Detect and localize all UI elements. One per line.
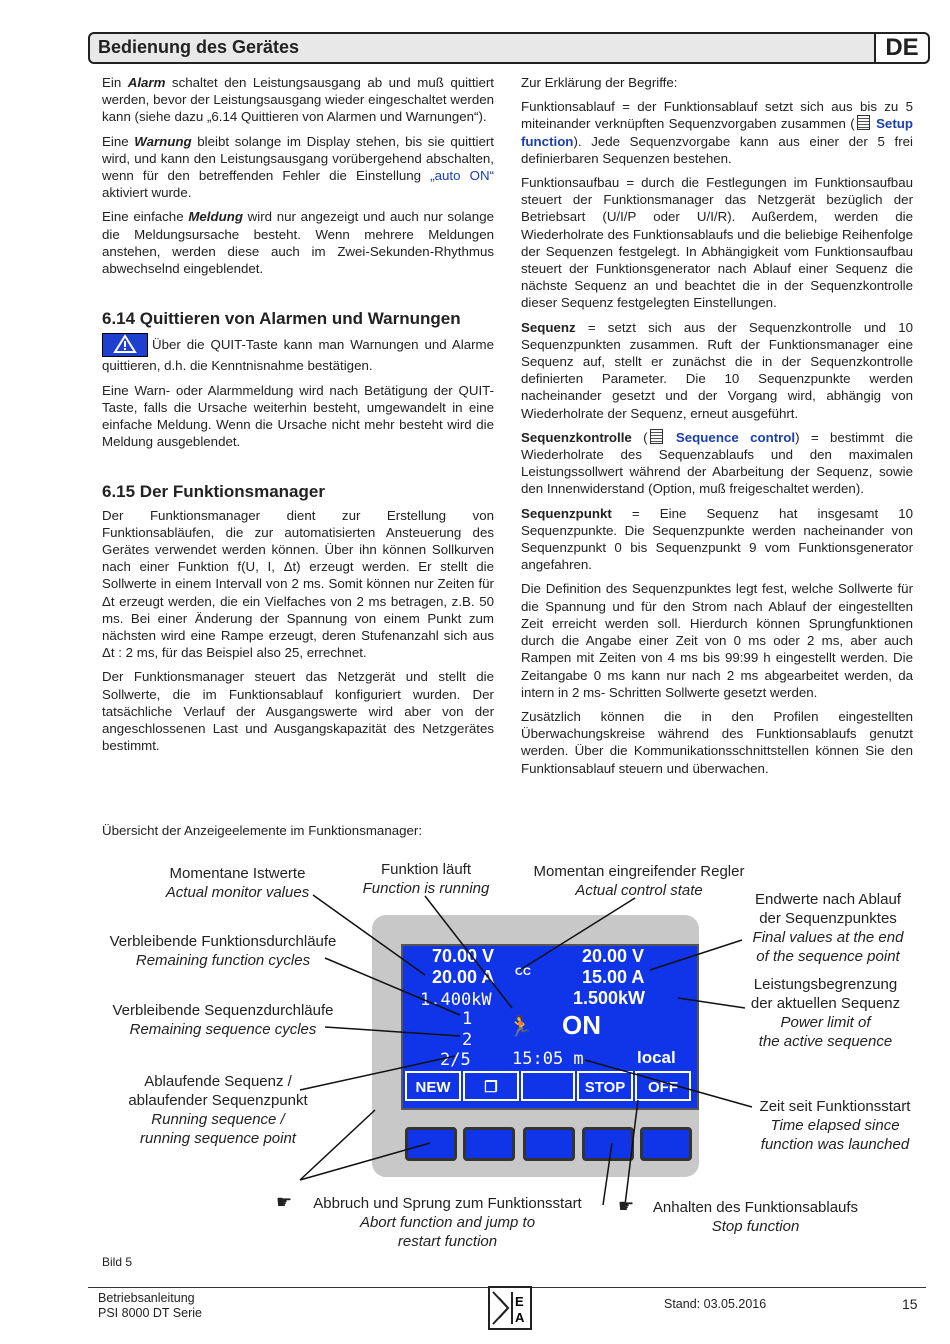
- softkey-new[interactable]: NEW: [405, 1071, 461, 1101]
- footer-doc-info: Betriebsanleitung PSI 8000 DT Serie: [98, 1291, 202, 1320]
- language-badge: DE: [874, 34, 928, 62]
- remote-state: local: [637, 1048, 676, 1067]
- label-stop-function: Anhalten des Funktionsablaufs Stop function: [652, 1199, 859, 1235]
- quit-detail-paragraph: Eine Warn- oder Alarmmeldung wird nach Betätigung der QUIT-Taste, falls die Ursache weiterhin besteht, umgewandelt in eine einfache Meldung. Wenn die Ursache nicht mehr besteht wird die Meldung ausgeblendet.: [102, 382, 494, 450]
- label-sequence-cycles: Verbleibende Sequenzdurchläufe Remaining sequence cycles: [112, 1002, 334, 1038]
- setup-function-link[interactable]: Setup function: [521, 116, 913, 149]
- actual-power: 1.400kW: [420, 990, 492, 1010]
- funktionsaufbau-paragraph: Funktionsaufbau = durch die Festlegungen im Funktionsaufbau steuert der Funktionsmanager das Netzgerät bezüglich der Betriebsart (U/I/P oder U/I/R). Außerdem, werden die Wiederholrate des Funktionsablaufs und die beliebige Reihenfolge der Sequenzen festgelegt. In Abhängigkeit vom Funktionsaufbau steuert der Funktionsgenerator nach Ablauf einer Sequenz die nächste Sequenz an und beachtet die in der Sequenzkontrolle dieser Sequenz festgelegten Einstellungen.: [521, 175, 913, 311]
- alarm-paragraph: Ein Alarm schaltet den Leistungsausgang ab und muß quittiert werden, bevor der Leistungsausgang wieder eingeschaltet werden kann (siehe dazu „6.14 Quittieren von Alarmen und Warnungen“).: [102, 75, 494, 125]
- sequenzkontrolle-paragraph: Sequenzkontrolle ( Sequence control) = bestimmt die Wiederholrate des Sequenzablaufs und den maximalen Leistungssollwert während der Abarbeitung der Sequenz, sowie den Innenwiderstand (Option, muß freigeschaltet werden).: [521, 429, 913, 497]
- section-615-heading: 6.15 Der Funktionsmanager: [102, 482, 325, 502]
- svg-text:A: A: [515, 1310, 525, 1325]
- label-running-sequence: Ablaufende Sequenz / ablaufender Sequenzpunkt Running sequence / running sequence point: [128, 1073, 308, 1147]
- message-paragraph: Eine einfache Meldung wird nur angezeigt und auch nur solange die Meldungsursache besteht. Wenn mehrere Meldungen anstehen, werden diese auch im Zwei-Sekunden-Rhythmus abwechselnd eingeblendet.: [102, 209, 494, 277]
- label-function-running: Funktion läuft Function is running: [362, 861, 490, 897]
- function-manager-paragraph: Der Funktionsmanager dient zur Erstellung von Funktionsabläufen, die zur automatisierten Ansteuerung des Gerätes verwendet werden können. Über ihn können Sollkurven nach einer Funktion f(U, I, Δt) erzeugt werden. Er stellt die Sollwerte in einem Intervall von 2 ms. Somit können nur Zeiten für Δt erzeugt werden, die ein Vielfaches von 2 ms betragen, z.B. 50 ms. Bei einer Änderung der Spannung von einem Punkt zum nächsten wird eine Rampe erzeugt, deren Stufenanzahl sich aus Δt : 2 ms, für das Beispiel also 25, errechnet.: [102, 507, 494, 661]
- final-current: 15.00 A: [582, 967, 645, 987]
- ea-logo: [488, 1286, 532, 1330]
- additional-paragraph: Zusätzlich können die in den Profilen eingestellten Überwachungskreise während des Funktionsablaufs genutzt werden. Über die Kommunikationsschnittstellen können Sie den Funktionsablauf steuern und überwachen.: [521, 708, 913, 776]
- sequenzpunkt-paragraph: Sequenzpunkt = Eine Sequenz hat insgesamt 10 Sequenzpunkte. Die Sequenzpunkte werden nacheinander von Sequenzpunkt 0 bis Sequenzpunkt 9 vom Funktionsgenerator angefahren.: [521, 505, 913, 573]
- hand-pointer-icon: ☛: [276, 1192, 293, 1212]
- actual-voltage: 70.00 V: [432, 946, 495, 966]
- label-actual-values: Momentane Istwerte Actual monitor values: [165, 865, 310, 901]
- softkey-off[interactable]: OFF: [635, 1071, 691, 1101]
- sequence-cycles: 2: [462, 1030, 473, 1050]
- output-state: ON: [562, 1010, 601, 1040]
- label-control-state: Momentan eingreifender Regler Actual control state: [533, 863, 745, 899]
- sequenz-paragraph: Sequenz = setzt sich aus der Sequenzkontrolle und 10 Sequenzpunkten zusammen. Ruft der Funktionsmanager eine Sequenz auf, stellt er zunächst die in der Sequenzkontrolle definierten Parameter. Die 10 Sequenzpunkte werden nacheinander gesetzt und der Vorgang wird, abhängig von Wiederholrate der Sequenz, erneut ausgeführt.: [521, 319, 913, 421]
- figure-number: Bild 5: [102, 1255, 133, 1269]
- terms-intro: Zur Erklärung der Begriffe:: [521, 75, 678, 90]
- hand-pointer-icon: ☛: [618, 1196, 635, 1216]
- function-cycles: 1: [462, 1009, 473, 1029]
- label-power-limit: Leistungsbegrenzung der aktuellen Sequenz Power limit of the active sequence: [750, 976, 901, 1050]
- power-limit: 1.500kW: [573, 988, 646, 1008]
- section-614-heading: 6.14 Quittieren von Alarmen und Warnungen: [102, 309, 461, 329]
- function-manager-control-paragraph: Der Funktionsmanager steuert das Netzgerät und stellt die Sollwerte, die im Funktionsablauf konfiguriert wurden. Der tatsächliche Verlauf der Ausgangswerte wird aber von der angeschlossenen Last und Ausgangskapazität des Netzgerätes bestimmt.: [102, 669, 494, 754]
- funktionsablauf-paragraph: Funktionsablauf = der Funktionsablauf setzt sich aus bis zu 5 miteinander verknüpften Sequenzvorgaben zusammen ( Setup function). Jede Sequenzvorgabe kann aus einer der 5 frei definierbaren Sequenzen bestehen.: [521, 99, 913, 166]
- footer-date: Stand: 03.05.2016: [664, 1297, 767, 1311]
- header-title: Bedienung des Gerätes: [98, 37, 300, 57]
- actual-current: 20.00 A: [432, 967, 495, 987]
- control-state: CC: [515, 966, 531, 978]
- label-abort-function: Abbruch und Sprung zum Funktionsstart Abort function and jump to restart function: [313, 1195, 582, 1250]
- sequence-control-link[interactable]: Sequence control: [675, 429, 796, 445]
- label-elapsed-time: Zeit seit Funktionsstart Time elapsed since function was launched: [759, 1098, 911, 1153]
- quit-paragraph: Über die QUIT-Taste kann man Warnungen und Alarme quittieren, d.h. die Kenntnisnahme bestätigen.: [102, 333, 494, 374]
- elapsed-time: 15:05 m: [512, 1049, 584, 1069]
- final-voltage: 20.00 V: [582, 946, 645, 966]
- page-number: 15: [902, 1296, 918, 1312]
- sequence-point: 2/5: [440, 1050, 471, 1070]
- label-function-cycles: Verbleibende Funktionsdurchläufe Remaining function cycles: [109, 933, 337, 969]
- figure-caption: Übersicht der Anzeigeelemente im Funktionsmanager:: [102, 823, 423, 838]
- label-final-values: Endwerte nach Ablauf der Sequenzpunktes Final values at the end of the sequence point: [752, 891, 904, 965]
- running-icon: 🏃: [508, 1016, 533, 1038]
- softkey-stop[interactable]: STOP: [577, 1071, 633, 1101]
- copy-icon: ❐: [484, 1079, 498, 1096]
- definition-paragraph: Die Definition des Sequenzpunktes legt fest, welche Sollwerte für die Spannung und für den Strom nach Ablauf der eingestellten Zeit erreicht werden soll. Hierdurch können Sprungfunktionen durch die Angabe einer Zeit von 0 ms oder 2 ms, aber auch Rampen mit Zeiten von 4 ms bis 99:99 h eingestellt werden. Die Zeitangabe 0 ms kann nur nach 2 ms abgearbeitet werden, da intern in 2 ms- Schritten Sollwerte gesetzt werden.: [521, 581, 913, 700]
- warning-paragraph: Eine Warnung bleibt solange im Display stehen, bis sie quittiert wird, und kann den Leistungsausgang vorübergehend abschalten, wenn für den betreffenden Fehler die Einstellung „auto ON“ aktiviert wurde.: [102, 133, 494, 201]
- svg-text:E: E: [515, 1294, 524, 1309]
